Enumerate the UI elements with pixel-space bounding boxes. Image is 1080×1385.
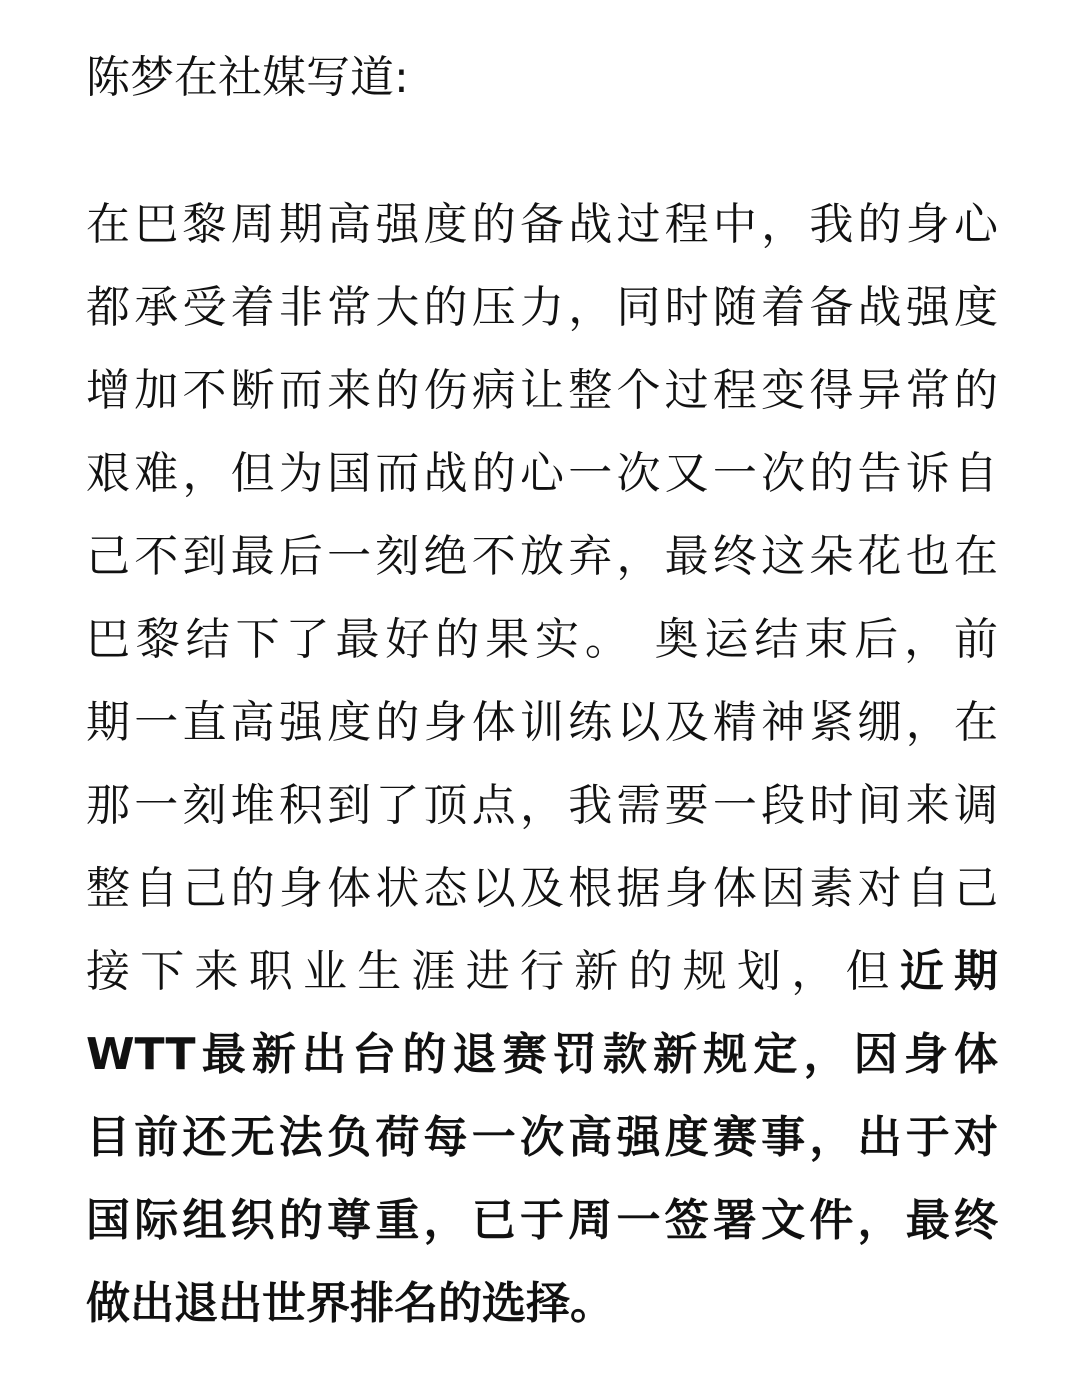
paragraph-line-bold <box>86 1186 998 1269</box>
line-text: 增加不断而来的伤病让整个过程变得异常的 <box>86 365 998 416</box>
line-text-bold: WTT最新出台的退赛罚款新规定，因身体 <box>86 1029 998 1080</box>
line-text-bold: 做出退出世界排名的选择。 <box>86 1278 614 1329</box>
line-text: 那一刻堆积到了顶点，我需要一段时间来调 <box>86 780 998 831</box>
paragraph-line <box>86 439 998 522</box>
paragraph-line-bold <box>86 1103 998 1186</box>
line-text: 接下来职业生涯进行新的规划，但 <box>86 946 900 997</box>
paragraph-line <box>86 771 998 854</box>
paragraph-line <box>86 356 998 439</box>
line-text: 艰难，但为国而战的心一次又一次的告诉自 <box>86 448 998 499</box>
line-text: 整自己的身体状态以及根据身体因素对自己 <box>86 863 998 914</box>
line-text: 都承受着非常大的压力，同时随着备战强度 <box>86 282 998 333</box>
paragraph-line-bold <box>86 1269 998 1352</box>
line-text: 己不到最后一刻绝不放弃，最终这朵花也在 <box>86 531 998 582</box>
intro-line: 陈梦在社媒写道: <box>86 52 409 103</box>
paragraph-line <box>86 605 998 688</box>
paragraph-line-bold <box>86 1020 998 1103</box>
line-text-bold: 国际组织的尊重，已于周一签署文件，最终 <box>86 1195 998 1246</box>
paragraph-line <box>86 273 998 356</box>
line-text: 在巴黎周期高强度的备战过程中，我的身心 <box>86 199 998 250</box>
line-text: 巴黎结下了最好的果实。 奥运结束后，前 <box>86 614 998 665</box>
line-text-bold: 目前还无法负荷每一次高强度赛事，出于对 <box>86 1112 998 1163</box>
paragraph-line <box>86 854 998 937</box>
article-body <box>86 190 998 1352</box>
paragraph-line <box>86 190 998 273</box>
paragraph-line <box>86 688 998 771</box>
line-text: 期一直高强度的身体训练以及精神紧绷，在 <box>86 697 998 748</box>
paragraph-line <box>86 937 998 1020</box>
paragraph-line <box>86 522 998 605</box>
line-text-bold: 近期 <box>899 946 998 997</box>
